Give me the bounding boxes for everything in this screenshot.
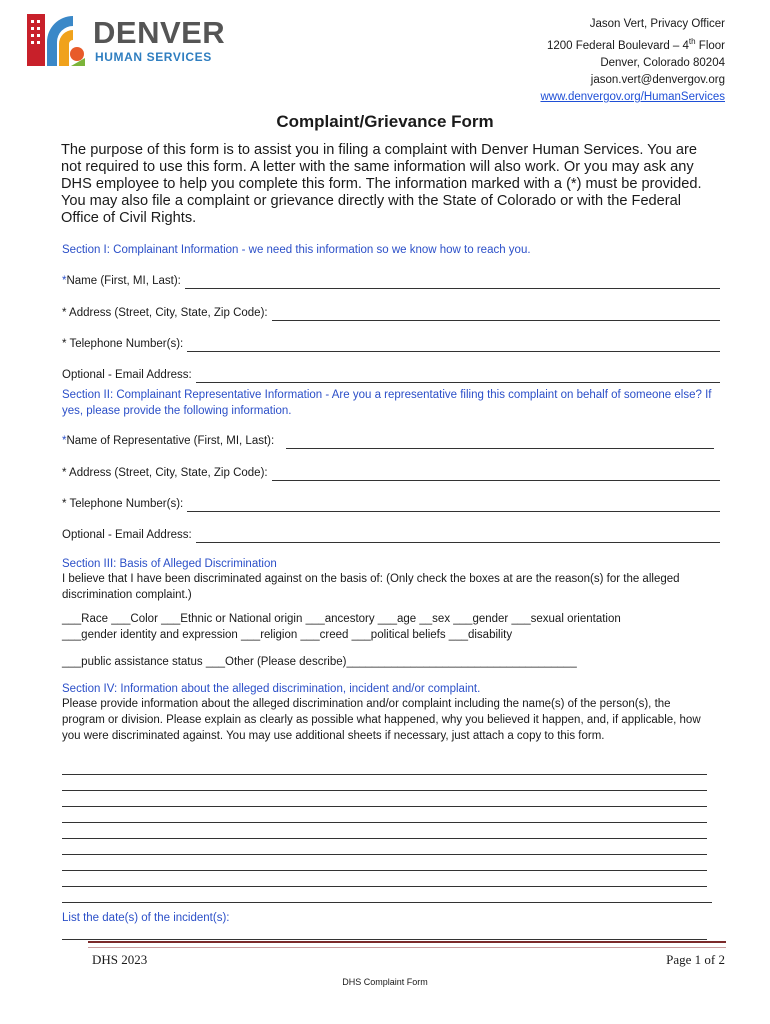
phone-input-line[interactable] <box>187 340 720 352</box>
field-label: * Address (Street, City, State, Zip Code): <box>62 307 268 319</box>
contact-name: Jason Vert, Privacy Officer <box>589 18 725 30</box>
logo-emblem-icon <box>27 12 87 68</box>
logo-wordmark: DENVER <box>93 15 226 50</box>
incident-dates-label: List the date(s) of the incident(s): <box>62 912 230 924</box>
basis-options-line-1[interactable]: ___Race ___Color ___Ethnic or National origin ___ancestory ___age __sex ___gender ___sexual orientation <box>62 613 621 625</box>
intro-paragraph: The purpose of this form is to assist you in filing a complaint with Denver Human Services. You are not required to use this form. A letter with the same information will also work. Or you may ask any DHS employee to help you complete this form. The information marked with a (*) must be provided. You may also file a complaint or grievance directly with the State of Colorado or with the Federal Office of Civil Rights. <box>61 142 702 226</box>
field-label: Name of Representative (First, MI, Last): <box>66 435 275 447</box>
complainant-phone-field[interactable] <box>62 336 720 352</box>
rep-name-input-line[interactable] <box>286 437 714 449</box>
contact-block <box>540 16 725 106</box>
contact-city: Denver, Colorado 80204 <box>600 56 725 69</box>
representative-phone-field[interactable] <box>62 496 720 512</box>
footer-page-number: Page 1 of 2 <box>666 952 725 967</box>
name-input-line[interactable] <box>185 277 720 289</box>
section-1-heading: Section I: Complainant Information - we need this information so we know how to reach you. <box>62 244 531 256</box>
basis-options-line-2[interactable]: ___gender identity and expression ___religion ___creed ___political beliefs ___disability <box>62 629 513 641</box>
representative-address-field[interactable] <box>62 465 720 481</box>
description-line[interactable] <box>62 806 707 807</box>
section-3-heading: Section III: Basis of Alleged Discrimination <box>62 558 277 570</box>
field-label: * Telephone Number(s): <box>62 338 184 350</box>
required-marker: * <box>62 275 67 287</box>
footer-doc-code: DHS 2023 <box>92 952 148 967</box>
contact-address: 1200 Federal Boulevard – 4th Floor <box>546 37 725 52</box>
complainant-name-field[interactable] <box>62 273 720 289</box>
complainant-address-field[interactable] <box>62 305 720 321</box>
field-label: * Telephone Number(s): <box>62 498 184 510</box>
basis-options-line-3[interactable]: ___public assistance status ___Other (Please describe)____________________________________ <box>62 656 577 668</box>
representative-name-field[interactable] <box>62 433 714 449</box>
denver-human-services-logo <box>27 12 267 70</box>
section-3-intro: I believe that I have been discriminated against on the basis of: (Only check the boxes at are the reason(s) for the alleged discrimination complaint.) <box>62 573 680 601</box>
field-label: Optional - Email Address: <box>62 369 192 381</box>
description-line[interactable] <box>62 790 707 791</box>
rep-phone-input-line[interactable] <box>187 500 720 512</box>
field-label: * Address (Street, City, State, Zip Code): <box>62 467 268 479</box>
section-4-heading: Section IV: Information about the alleged discrimination, incident and/or complaint. <box>62 683 481 695</box>
description-line[interactable] <box>62 902 712 903</box>
contact-url-link[interactable]: www.denvergov.org/HumanServices <box>540 90 725 103</box>
required-marker: * <box>62 435 67 447</box>
description-line[interactable] <box>62 838 707 839</box>
description-line[interactable] <box>62 854 707 855</box>
footer-form-name: DHS Complaint Form <box>342 977 428 987</box>
complainant-email-field[interactable] <box>62 367 720 383</box>
rep-email-input-line[interactable] <box>196 531 720 543</box>
description-line[interactable] <box>62 870 707 871</box>
section-4-instructions: Please provide information about the alleged discrimination and/or complaint including the name(s) of the person(s), the program or division. Please explain as clearly as possible what happened, why you believed it happen, and, if applicable, how you were discriminated against. You may use additional sheets if necessary, just attach a copy to this form. <box>62 698 701 742</box>
description-line[interactable] <box>62 774 707 775</box>
contact-email[interactable]: jason.vert@denvergov.org <box>590 73 725 86</box>
rep-address-input-line[interactable] <box>272 469 720 481</box>
footer-divider <box>88 941 726 948</box>
description-line[interactable] <box>62 822 707 823</box>
logo-subtitle: HUMAN SERVICES <box>95 50 212 64</box>
field-label: Name (First, MI, Last): <box>66 275 181 287</box>
field-label: Optional - Email Address: <box>62 529 192 541</box>
email-input-line[interactable] <box>196 371 720 383</box>
form-title: Complaint/Grievance Form <box>276 112 494 131</box>
incident-dates-line[interactable] <box>62 939 707 940</box>
representative-email-field[interactable] <box>62 527 720 543</box>
section-2-heading: Section II: Complainant Representative Information - Are you a representative filing this complaint on behalf of someone else? If yes, please provide the following information. <box>62 389 712 417</box>
description-line[interactable] <box>62 886 707 887</box>
address-input-line[interactable] <box>272 309 720 321</box>
